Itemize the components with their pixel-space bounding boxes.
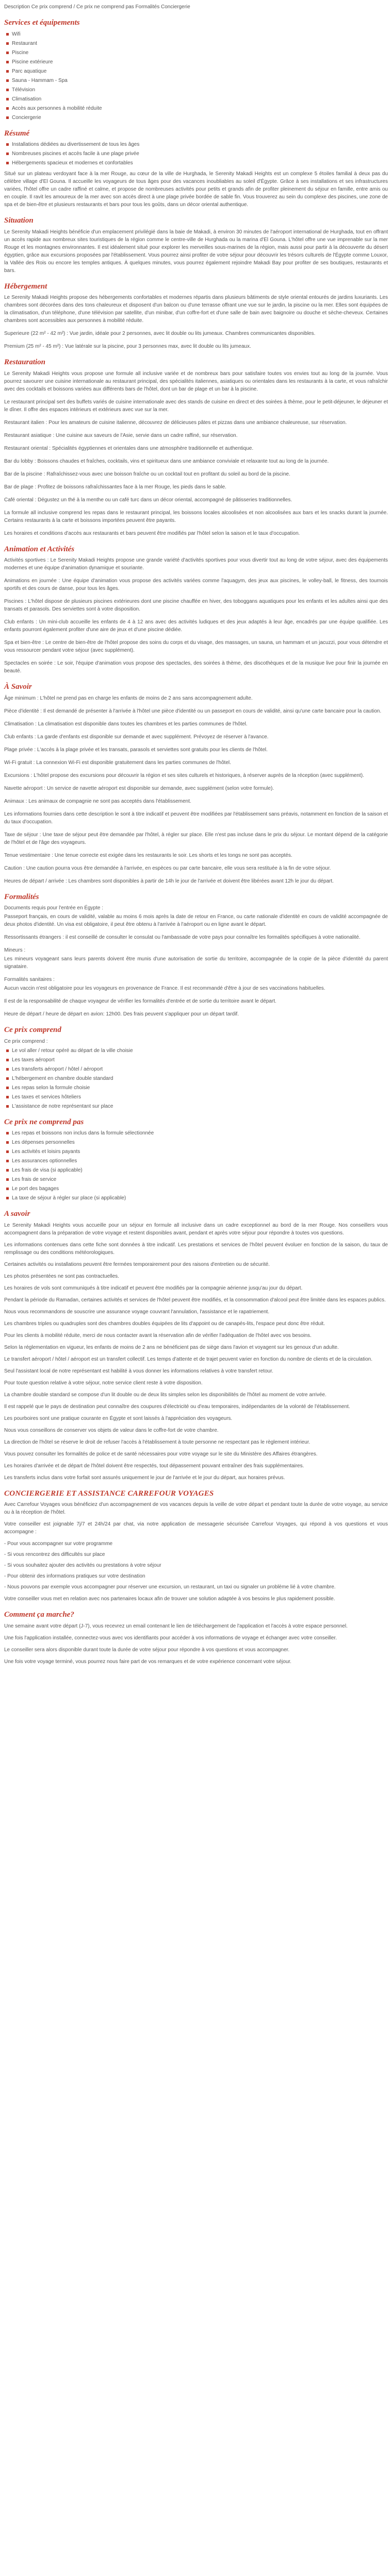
a-savoir-text: Selon la réglementation en vigueur, les enfants de moins de 2 ans ne bénéficient pas de siège dans l'avion et voyagent sur les genoux d'un adulte. [4, 1344, 339, 1350]
restaurant-asiatique: Restaurant asiatique : Une cuisine aux saveurs de l'Asie, servie dans un cadre raffiné, sur réservation. [4, 432, 238, 438]
formalites-documents: Documents requis pour l'entrée en Égypte : [4, 905, 104, 911]
services-list [6, 30, 388, 122]
a-savoir-text: Les transferts inclus dans votre forfait sont assurés uniquement le jour de l'arrivée et le jour du départ, aux horaires prévus. [4, 1475, 285, 1481]
description-paragraph: Situé sur un plateau verdoyant face à la mer Rouge, au cœur de la ville de Hurghada, le Serenity Makadi Heights est un complexe 5 étoiles familial à deux pas du célèbre village d'El Gouna. Il accueille les voyageurs de tous âges pour des vacances inoubliables au soleil d'Égypte. Grâce à ses installations et ses infrastructures variées, l'hôtel offre un cadre raffiné et calme, et propose de nombreuses activités pour petits et grands afin de profiter pleinement du séjour en famille, entre amis ou en couple. Il ravit les amoureux de la mer avec son accès direct à une plage privée bordée de sable fin. Vous trouverez au sein du complexe des piscines, une zone de spa et de bien-être et plusieurs restaurants et bars pour tous les goûts, dans un décor oriental authentique. [4, 171, 388, 208]
savoir-identite: Pièce d'identité : Il est demandé de présenter à l'arrivée à l'hôtel une pièce d'identité ou un passeport en cours de validité, ainsi qu'une carte bancaire pour la caution. [4, 708, 382, 714]
conciergerie-point: - Pour obtenir des informations pratiques sur votre destination [4, 1573, 145, 1579]
cafe-oriental: Café oriental : Dégustez un thé à la menthe ou un café turc dans un décor oriental, accompagné de pâtisseries traditionnelles. [4, 497, 292, 503]
formalites-sanitaires-label: Formalités sanitaires : [4, 977, 55, 982]
formalites-title: Formalités [4, 892, 39, 901]
conciergerie-chat: Votre conseiller est joignable 7j/7 et 24h/24 par chat, via notre application de messagerie sécurisée Carrefour Voyages, qui répond à vos questions et vous accompagne : [4, 1521, 388, 1535]
prix-comprend-item: Les taxes aéroport [6, 1056, 388, 1064]
savoir-club-enfants: Club enfants : La garde d'enfants est disponible sur demande et avec supplément. Prévoyez de réserver à l'avance. [4, 734, 269, 740]
service-item: Climatisation [6, 95, 388, 103]
resume-item: Nombreuses piscines et accès facile à une plage privée [6, 150, 388, 158]
animations-journee: Animations en journée : Une équipe d'animation vous propose des activités variées comme l'aquagym, des jeux aux piscines, le volley-ball, le fitness, des tournois sportifs et des cours de danse, pour tous les âges. [4, 578, 388, 591]
a-savoir-text: Les chambres triples ou quadruples sont des chambres doubles équipées de lits d'appoint ou de canapés-lits, l'espace peut donc être réduit. [4, 1320, 325, 1327]
resume-title: Résumé [4, 129, 30, 138]
animation-title: Animation et Activités [4, 545, 75, 553]
service-item: Sauna - Hammam - Spa [6, 77, 388, 84]
prix-comprend-pas-item: La taxe de séjour à régler sur place (si applicable) [6, 1194, 388, 1202]
formalites-etrangers: Ressortissants étrangers : il est conseillé de consulter le consulat ou l'ambassade de votre pays pour connaître les formalités spécifiques à votre nationalité. [4, 935, 361, 940]
savoir-animaux: Animaux : Les animaux de compagnie ne sont pas acceptés dans l'établissement. [4, 798, 191, 804]
restaurant-principal: Le restaurant principal sert des buffets variés de cuisine internationale avec des stands de cuisine en direct et des soirées à thème, pour le petit-déjeuner, le déjeuner et le dîner. Il offre des espaces intérieurs et extérieurs avec vue sur la mer. [4, 399, 388, 413]
formalites-mineurs: Les mineurs voyageant sans leurs parents doivent être munis d'une autorisation de sortie du territoire, accompagnée de la copie de la pièce d'identité du parent signataire. [4, 956, 388, 970]
a-savoir-text: Les horaires d'arrivée et de départ de l'hôtel doivent être respectés, tout dépassement pouvant entraîner des frais supplémentaires. [4, 1463, 304, 1469]
a-savoir-text: La direction de l'hôtel se réserve le droit de refuser l'accès à l'établissement à toute personne ne respectant pas le règlement intérieur. [4, 1439, 311, 1445]
savoir-taxe: Taxe de séjour : Une taxe de séjour peut être demandée par l'hôtel, à régler sur place. Elle n'est pas incluse dans le prix du séjour. Le montant dépend de la catégorie de l'hôtel et de l'âge des voyageurs. [4, 832, 388, 845]
savoir-age: Âge minimum : L'hôtel ne prend pas en charge les enfants de moins de 2 ans sans accompagnement adulte. [4, 695, 253, 701]
savoir-title: À Savoir [4, 683, 32, 691]
restaurant-italien: Restaurant italien : Pour les amateurs de cuisine italienne, découvrez de délicieuses pâtes et pizzas dans une ambiance chaleureuse, sur réservation. [4, 419, 347, 426]
piscines: Piscines : L'hôtel dispose de plusieurs piscines extérieures dont une piscine chauffée en hiver, des toboggans aquatiques pour les enfants et les adultes ainsi que des transats et parasols. Des serviettes sont à votre disposition. [4, 599, 388, 612]
resume-item: Installations dédiées au divertissement de tous les âges [6, 141, 388, 148]
formalites-responsabilite: Il est de la responsabilité de chaque voyageur de vérifier les formalités d'entrée et de sortie du territoire avant le départ. [4, 998, 276, 1004]
comment-step: Une semaine avant votre départ (J-7), vous recevrez un email contenant le lien de téléchargement de l'application et l'accès à votre espace personnel. [4, 1623, 348, 1629]
prix-comprend-pas-title: Ce prix ne comprend pas [4, 1117, 84, 1126]
service-item: Télévision [6, 86, 388, 94]
bar-piscine: Bar de la piscine : Rafraîchissez-vous avec une boisson fraîche ou un cocktail tout en profitant du soleil au bord de la piscine. [4, 471, 290, 477]
savoir-navette: Navette aéroport : Un service de navette aéroport est disponible sur demande, avec supplément (selon votre formule). [4, 785, 274, 791]
room-premium: Premium (25 m² - 45 m²) : Vue latérale sur la piscine, pour 3 personnes max, avec lit double ou lits jumeaux. [4, 344, 251, 349]
prix-comprend-pas-item: Les repas et boissons non inclus dans la formule sélectionnée [6, 1129, 388, 1137]
prix-comprend-pas-list [6, 1129, 388, 1202]
a-savoir-text: Nous vous conseillons de conserver vos objets de valeur dans le coffre-fort de votre chambre. [4, 1427, 219, 1433]
activites-sportives: Activités sportives : Le Serenity Makadi Heights propose une grande variété d'activités sportives pour vous divertir tout au long de votre séjour, avec des équipements modernes et une équipe d'animation dynamique et souriante. [4, 557, 388, 571]
formalites-passeport: Passeport français, en cours de validité, valable au moins 6 mois après la date de retour en France, ou carte nationale d'identité en cours de validité accompagnée de deux photos d'identité. Un visa est obligatoire, il peut être obtenu à l'arrivée à l'aéroport ou en ligne avant le départ. [4, 914, 388, 927]
prix-comprend-item: Les repas selon la formule choisie [6, 1084, 388, 1092]
savoir-horaires: Heures de départ / arrivée : Les chambres sont disponibles à partir de 14h le jour de l'arrivée et doivent être libérées avant 12h le jour du départ. [4, 878, 334, 884]
a-savoir-text: Pour les clients à mobilité réduite, merci de nous contacter avant la réservation afin de vérifier l'adéquation de l'hôtel avec vos besoins. [4, 1332, 312, 1338]
hebergement-text: Le Serenity Makadi Heights propose des hébergements confortables et modernes répartis dans plusieurs bâtiments de style oriental entourés de jardins luxuriants. Les chambres sont décorées dans des tons chaleureux et disposent d'un balcon ou d'une terrasse offrant une vue sur le jardin, la piscine ou la mer. Elles sont équipées de la climatisation, d'un téléphone, d'une télévision par satellite, d'un minibar, d'un coffre-fort et d'une salle de bain avec baignoire ou douche et sèche-cheveux. Certaines chambres sont accessibles aux personnes à mobilité réduite. [4, 295, 388, 324]
prix-comprend-item: L'hébergement en chambre double standard [6, 1075, 388, 1082]
comment-step: Une fois votre voyage terminé, vous pourrez nous faire part de vos remarques et de votre expérience concernant votre séjour. [4, 1658, 291, 1665]
prix-comprend-intro: Ce prix comprend : [4, 1038, 48, 1044]
hebergement-title: Hébergement [4, 282, 47, 291]
savoir-plage: Plage privée : L'accès à la plage privée et les transats, parasols et serviettes sont gratuits pour les clients de l'hôtel. [4, 747, 268, 753]
a-savoir-text: Seul l'assistant local de notre représentant est habilité à vous donner les informations relatives à votre transfert retour. [4, 1368, 273, 1374]
a-savoir-text: Le transfert aéroport / hôtel / aéroport est un transfert collectif. Les temps d'attente et de trajet peuvent varier en fonction du nombre de clients et de la circulation. [4, 1356, 372, 1362]
service-item: Wifi [6, 30, 388, 38]
prix-comprend-item: Les taxes et services hôteliers [6, 1093, 388, 1101]
savoir-climatisation: Climatisation : La climatisation est disponible dans toutes les chambres et les parties communes de l'hôtel. [4, 721, 248, 727]
savoir-wifi: Wi-Fi gratuit : La connexion Wi-Fi est disponible gratuitement dans les parties communes de l'hôtel. [4, 759, 231, 766]
service-item: Piscine [6, 49, 388, 57]
club-enfants: Club enfants : Un mini-club accueille les enfants de 4 à 12 ans avec des activités ludiques et des jeux adaptés à leur âge, encadrés par une équipe qualifiée. Les enfants pourront également profiter d'une aire de jeux et d'une piscine dédiée. [4, 619, 388, 633]
service-item: Restaurant [6, 40, 388, 47]
prix-comprend-title: Ce prix comprend [4, 1026, 61, 1034]
bar-lobby: Bar du lobby : Boissons chaudes et fraîches, cocktails, vins et spiritueux dans une ambiance conviviale et relaxante tout au long de la journée. [4, 458, 329, 464]
conciergerie-intro: Avec Carrefour Voyages vous bénéficiez d'un accompagnement de vos vacances depuis la veille de votre départ et pendant toute la durée de votre voyage, au service ou à la réception de l'hôtel. [4, 1502, 388, 1515]
savoir-informations: Les informations fournies dans cette description le sont à titre indicatif et peuvent être modifiées par l'établissement sans préavis, notamment en fonction de la saison et du taux d'occupation. [4, 811, 388, 825]
resume-list [6, 141, 388, 167]
comment-step: Une fois l'application installée, connectez-vous avec vos identifiants pour accéder à vos informations de voyage et échanger avec votre conseiller. [4, 1635, 337, 1641]
prix-comprend-item: Les transferts aéroport / hôtel / aéroport [6, 1065, 388, 1073]
formalites-sanitaires: Aucun vaccin n'est obligatoire pour les voyageurs en provenance de France. Il est recommandé d'être à jour de ses vaccinations habituelles. [4, 986, 325, 991]
a-savoir-text: Vous pouvez consulter les formalités de police et de santé nécessaires pour votre voyage sur le site du Ministère des Affaires étrangères. [4, 1451, 318, 1457]
prix-comprend-item: L'assistance de notre représentant sur place [6, 1103, 388, 1110]
conciergerie-partenaires: Votre conseiller vous met en relation avec nos partenaires locaux afin de trouver une solution adaptée à vos besoins le plus rapidement possible. [4, 1596, 335, 1602]
a-savoir-text: Les pourboires sont une pratique courante en Égypte et sont laissés à l'appréciation des voyageurs. [4, 1415, 233, 1421]
conciergerie-title: CONCIERGERIE ET ASSISTANCE CARREFOUR VOYAGES [4, 1489, 214, 1498]
service-item: Accès aux personnes à mobilité réduite [6, 105, 388, 112]
prix-comprend-pas-item: Les frais de service [6, 1176, 388, 1183]
formalites-heure-depart: Heure de départ / heure de départ en avion: 12h00. Des frais peuvent s'appliquer pour un départ tardif. [4, 1011, 239, 1017]
a-savoir-text: Pour toute question relative à votre séjour, notre service client reste à votre disposition. [4, 1380, 203, 1386]
a-savoir-text: La chambre double standard se compose d'un lit double ou de deux lits simples selon les disponibilités de l'hôtel au moment de votre arrivée. [4, 1392, 327, 1398]
prix-comprend-pas-item: Les dépenses personnelles [6, 1139, 388, 1146]
prix-comprend-pas-item: Les frais de visa (si applicable) [6, 1166, 388, 1174]
all-inclusive-note: La formule all inclusive comprend les repas dans le restaurant principal, les boissons locales alcoolisées et non alcoolisées aux bars et les snacks durant la journée. Certains restaurants à la carte et boissons importées peuvent être payants. [4, 510, 388, 523]
a-savoir-text: Le Serenity Makadi Heights vous accueille pour un séjour en formule all inclusive dans un cadre exceptionnel au bord de la mer Rouge. Nos conseillers vous accompagnent dans la préparation de votre voyage et restent disponibles avant, pendant et après votre séjour pour répondre à toutes vos questions. [4, 1222, 388, 1236]
a-savoir-text: Pendant la période du Ramadan, certaines activités et services de l'hôtel peuvent être modifiés, et la consommation d'alcool peut être limitée dans les espaces publics. [4, 1297, 386, 1303]
service-item: Conciergerie [6, 114, 388, 122]
a-savoir-text: Les horaires de vols sont communiqués à titre indicatif et peuvent être modifiés par la compagnie aérienne jusqu'au jour du départ. [4, 1285, 303, 1291]
conciergerie-exemple: - Nous pouvons par exemple vous accompagner pour réserver une excursion, un restaurant, un taxi ou signaler un problème lié à votre chambre. [4, 1584, 336, 1590]
description-line: Description Ce prix comprend / Ce prix ne comprend pas Formalités Conciergerie [4, 4, 190, 10]
a-savoir-text: Certaines activités ou installations peuvent être fermées temporairement pour des raisons d'entretien ou de sécurité. [4, 1261, 270, 1267]
comment-step: Le conseiller sera alors disponible durant toute la durée de votre séjour pour répondre à vos questions et vous accompagner. [4, 1647, 290, 1653]
a-savoir-text: Les informations contenues dans cette fiche sont données à titre indicatif. Les prestations et services de l'hôtel peuvent évoluer en fonction de la saison, du taux de remplissage ou des conditions météorologiques. [4, 1242, 388, 1256]
room-superieure: Superieure (22 m² - 42 m²) : Vue jardin, idéale pour 2 personnes, avec lit double ou lits jumeaux. Chambres communicantes disponibles. [4, 331, 316, 336]
a-savoir-title: A savoir [4, 1210, 30, 1218]
prix-comprend-pas-item: Les activités et loisirs payants [6, 1148, 388, 1156]
formalites-mineurs-label: Mineurs : [4, 947, 26, 953]
comment-title: Comment ça marche? [4, 1611, 74, 1619]
a-savoir-text: Les photos présentées ne sont pas contractuelles. [4, 1273, 119, 1279]
savoir-tenue: Tenue vestimentaire : Une tenue correcte est exigée dans les restaurants le soir. Les shorts et les tongs ne sont pas acceptés. [4, 852, 292, 858]
a-savoir-text: Il est rappelé que le pays de destination peut connaître des coupures d'électricité ou d'eau temporaires, indépendantes de la volonté de l'établissement. [4, 1403, 350, 1410]
prix-comprend-list [6, 1047, 388, 1110]
conciergerie-point: - Pour vous accompagner sur votre programme [4, 1541, 113, 1547]
bar-plage: Bar de plage : Profitez de boissons rafraîchissantes face à la mer Rouge, les pieds dans le sable. [4, 484, 226, 490]
conciergerie-point: - Si vous souhaitez ajouter des activités ou prestations à votre séjour [4, 1563, 161, 1568]
situation-text: Le Serenity Makadi Heights bénéficie d'un emplacement privilégié dans la baie de Makadi, à environ 30 minutes de l'aéroport international de Hurghada, tout en offrant un accès rapide aux nombreux sites touristiques de la région comme le centre-ville de Hurghada ou la marina d'El Gouna. L'hôtel offre une vue imprenable sur la mer Rouge et les montagnes environnantes. Il est idéalement situé pour explorer les merveilles sous-marines de la région, mais aussi pour partir à la découverte du désert égyptien, grâce aux excursions proposées par l'établissement. Vous pourrez ainsi profiter de votre séjour pour découvrir les trésors culturels de l'Égypte comme Louxor, la Vallée des Rois ou encore les temples antiques. À quelques minutes, vous pourrez également rejoindre Makadi Bay pour profiter de ses boutiques, restaurants et bars. [4, 229, 388, 274]
restauration-horaires-note: Les horaires et conditions d'accès aux restaurants et bars peuvent être modifiés par l'hôtel selon la saison et le taux d'occupation. [4, 530, 300, 536]
resume-item: Hébergements spacieux et modernes et confortables [6, 159, 388, 167]
service-item: Parc aquatique [6, 67, 388, 75]
savoir-excursions: Excursions : L'hôtel propose des excursions pour découvrir la région et ses sites culturels et historiques, à réserver auprès de la réception (avec supplément). [4, 772, 364, 778]
prix-comprend-item: Le vol aller / retour opéré au départ de la ville choisie [6, 1047, 388, 1055]
prix-comprend-pas-item: Les assurances optionnelles [6, 1157, 388, 1165]
savoir-caution: Caution : Une caution pourra vous être demandée à l'arrivée, en espèces ou par carte bancaire, elle vous sera restituée à la fin de votre séjour. [4, 865, 331, 871]
prix-comprend-pas-item: Le port des bagages [6, 1185, 388, 1193]
spa-bien-etre: Spa et bien-être : Le centre de bien-être de l'hôtel propose des soins du corps et du visage, des massages, un sauna, un hammam et un jacuzzi, pour vous détendre et vous ressourcer pendant votre séjour (avec supplément). [4, 640, 388, 653]
restauration-text: Le Serenity Makadi Heights vous propose une formule all inclusive variée et de nombreux bars pour satisfaire toutes vos envies tout au long de la journée. Vous pourrez savourer une cuisine internationale au restaurant principal, des spécialités italiennes, asiatiques ou orientales dans les restaurants à la carte, et vous rafraîchir avec des cocktails et boissons variées aux différents bars de l'hôtel, dont un bar de plage et un bar à la piscine. [4, 370, 388, 392]
services-title: Services et équipements [4, 19, 80, 27]
spectacles-soiree: Spectacles en soirée : Le soir, l'équipe d'animation vous propose des spectacles, des soirées à thème, des discothèques et de la musique live pour finir la journée en beauté. [4, 660, 388, 674]
restauration-title: Restauration [4, 358, 46, 366]
restaurant-oriental: Restaurant oriental : Spécialités égyptiennes et orientales dans une atmosphère traditionnelle et authentique. [4, 445, 254, 451]
service-item: Piscine extérieure [6, 58, 388, 66]
conciergerie-point: - Si vous rencontrez des difficultés sur place [4, 1552, 105, 1557]
situation-title: Situation [4, 216, 34, 225]
a-savoir-text: Nous vous recommandons de souscrire une assurance voyage couvrant l'annulation, l'assistance et le rapatriement. [4, 1309, 270, 1315]
